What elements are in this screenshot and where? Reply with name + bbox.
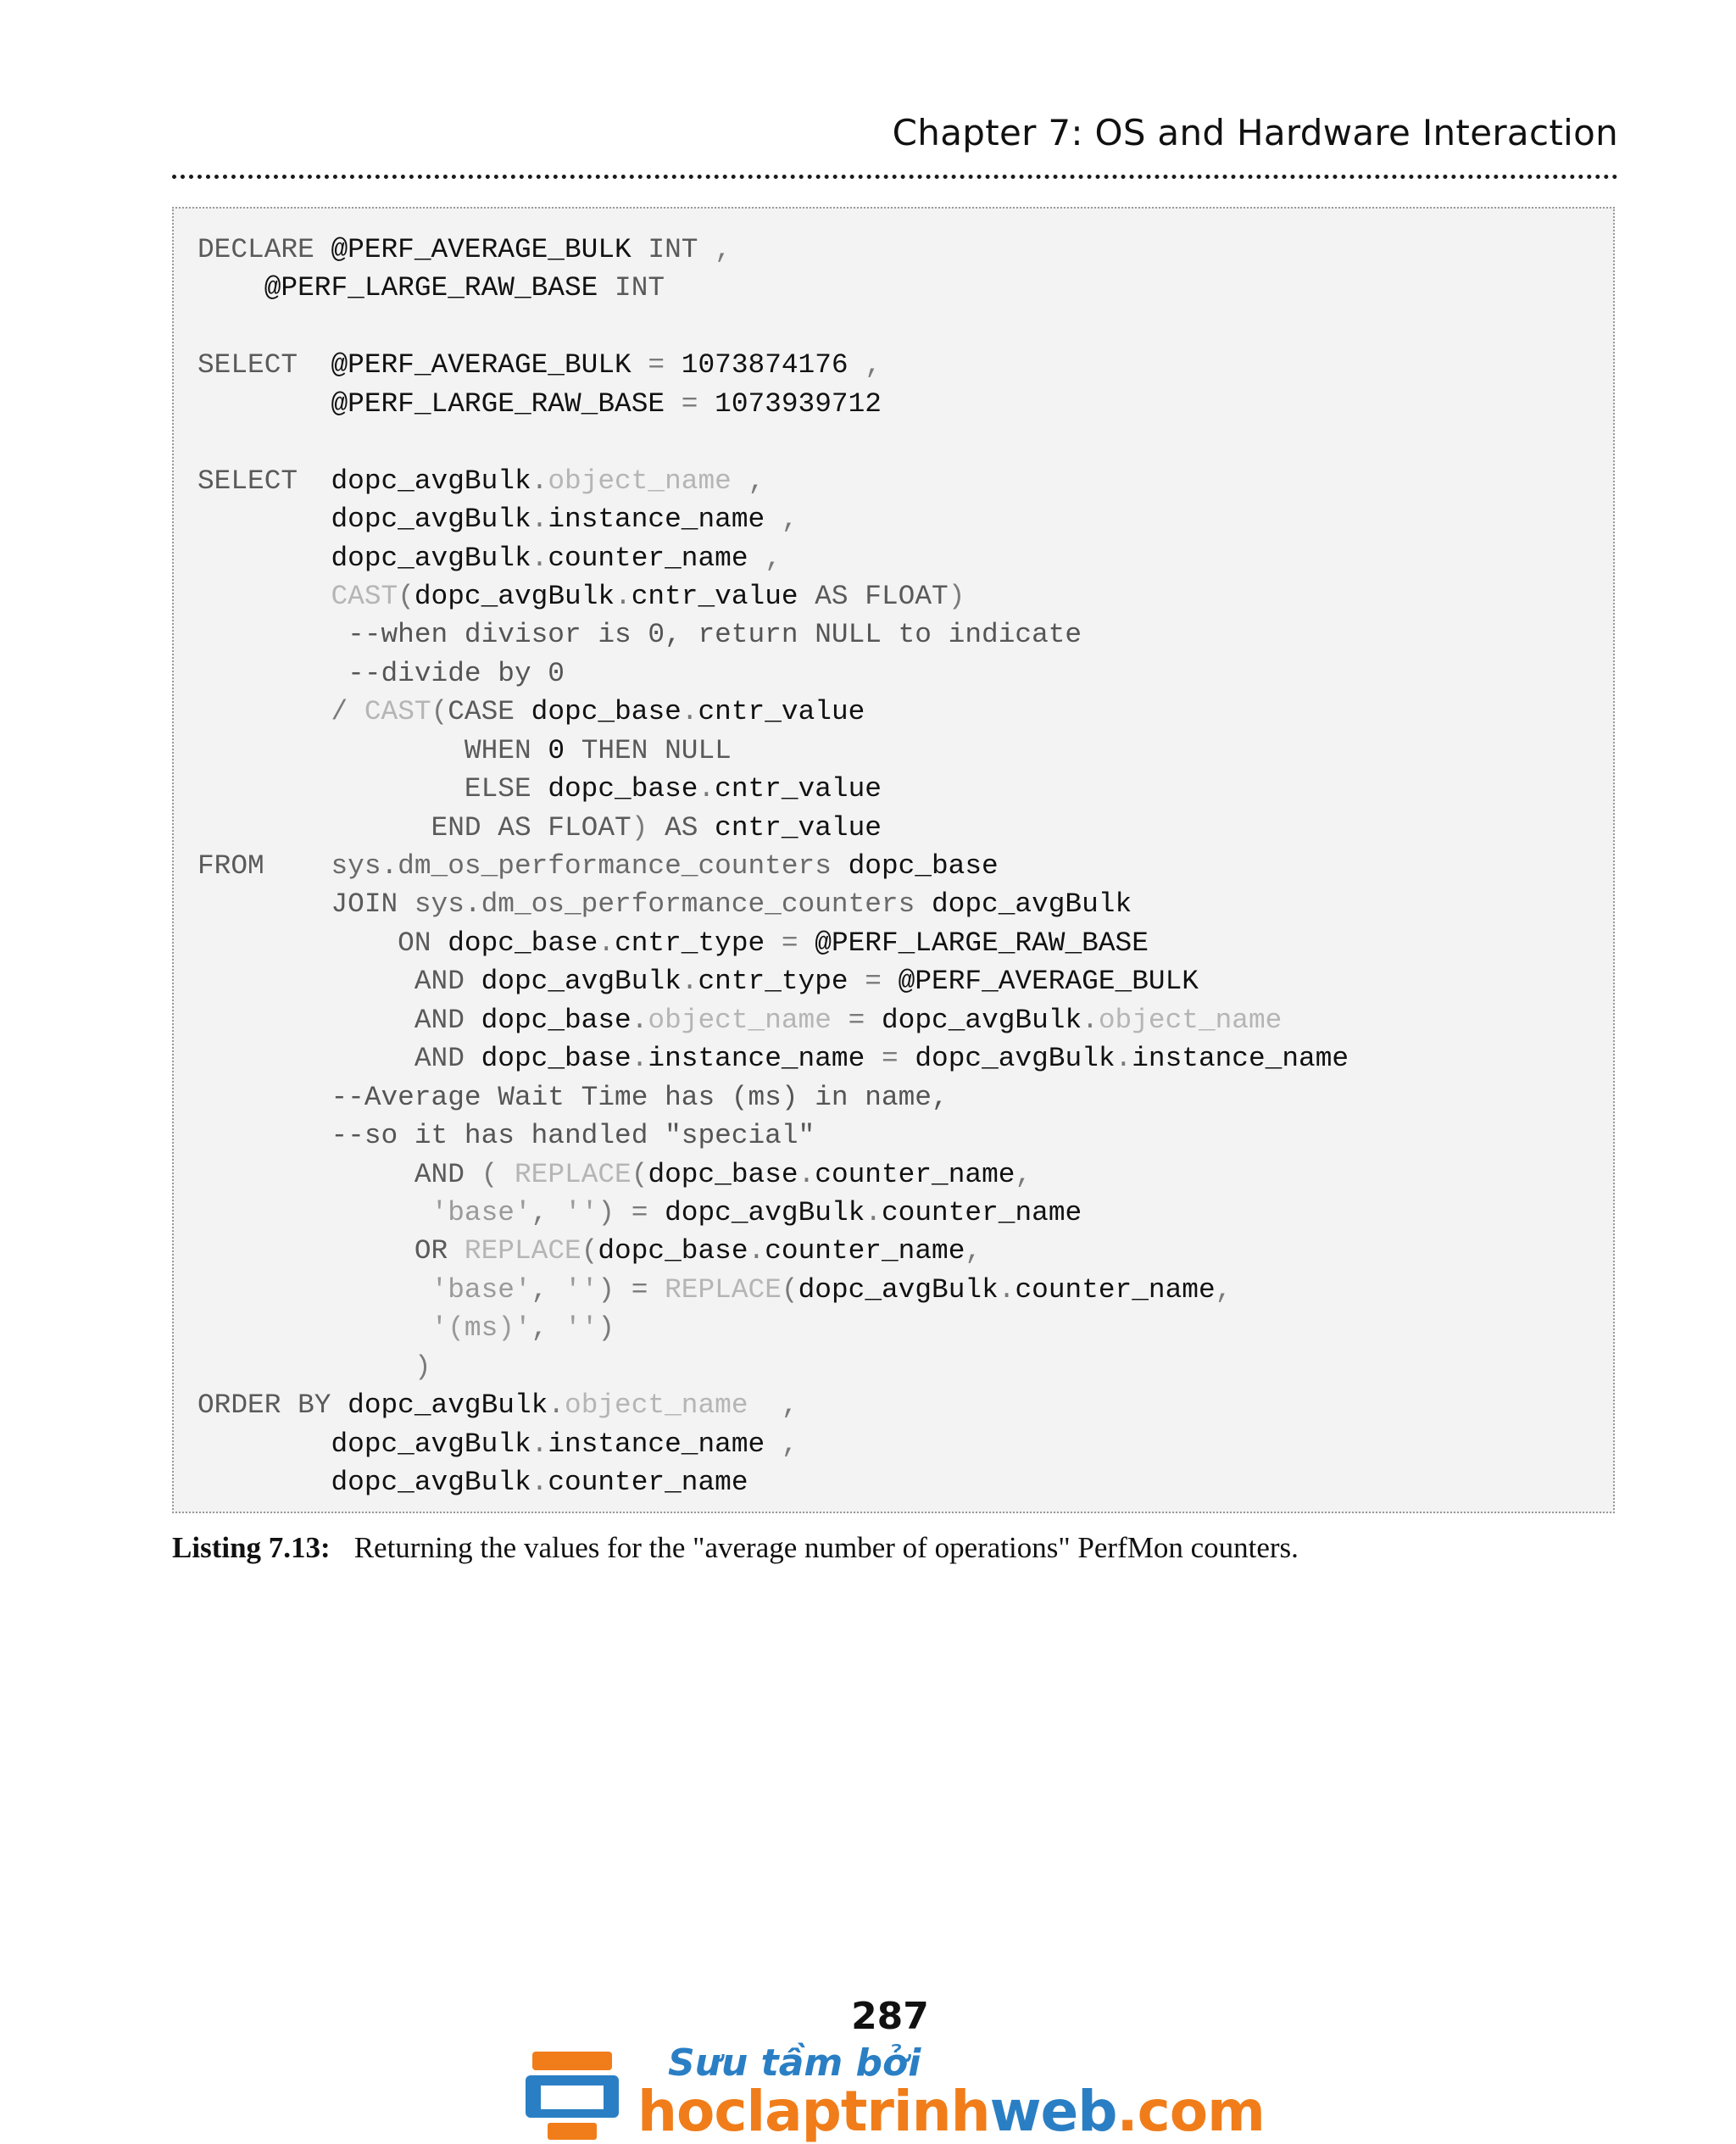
code-token: ) bbox=[948, 580, 965, 612]
code-token: ) = bbox=[598, 1273, 665, 1306]
code-line bbox=[198, 615, 1349, 654]
code-listing-box bbox=[172, 207, 1615, 1513]
code-token: = bbox=[648, 349, 682, 381]
code-token: ) = bbox=[598, 1196, 665, 1228]
code-token: , bbox=[531, 1312, 565, 1345]
code-token: , bbox=[748, 1389, 798, 1422]
code-token: counter_name bbox=[882, 1196, 1082, 1228]
code-token: OR bbox=[198, 1235, 465, 1267]
code-token: --when divisor is 0, return NULL to indicate bbox=[198, 619, 1082, 651]
code-token: INT bbox=[615, 272, 665, 304]
code-token: DECLARE bbox=[198, 234, 331, 265]
code-token: . bbox=[531, 465, 548, 497]
code-token: ON bbox=[198, 927, 448, 959]
code-line bbox=[198, 1425, 1349, 1463]
code-token: @PERF_AVERAGE_BULK bbox=[898, 966, 1199, 998]
code-token: , bbox=[731, 465, 765, 497]
code-token: AND bbox=[198, 1158, 481, 1190]
code-token: dopc_avgBulk bbox=[348, 1389, 548, 1422]
code-line bbox=[198, 1194, 1349, 1232]
code-token: , bbox=[531, 1273, 565, 1306]
code-line bbox=[198, 693, 1349, 731]
code-line bbox=[198, 732, 1349, 770]
code-token: . bbox=[681, 966, 698, 998]
code-token: dopc_avgBulk bbox=[198, 1467, 531, 1498]
code-line bbox=[198, 1117, 1349, 1155]
code-token: --Average Wait Time has (ms) in name, bbox=[198, 1081, 949, 1113]
code-token: dopc_avgBulk bbox=[331, 465, 531, 497]
code-token: = bbox=[781, 927, 815, 959]
code-token: cntr_value bbox=[715, 811, 882, 844]
code-token: REPLACE bbox=[665, 1273, 782, 1306]
code-line bbox=[198, 346, 1349, 384]
code-token: 1073874176 bbox=[681, 349, 849, 381]
code-line bbox=[198, 847, 1349, 885]
code-line bbox=[198, 770, 1349, 808]
header-divider bbox=[172, 175, 1618, 179]
watermark-site-part3: .com bbox=[1116, 2079, 1265, 2144]
watermark-site-part1: hoclaptrinh bbox=[637, 2079, 990, 2144]
code-token: SELECT bbox=[198, 349, 331, 381]
code-line bbox=[198, 885, 1349, 923]
code-token: '' bbox=[565, 1273, 598, 1306]
code-token: . bbox=[531, 1467, 548, 1498]
code-line bbox=[198, 809, 1349, 847]
code-token: AND bbox=[198, 966, 481, 998]
code-token: , bbox=[765, 1428, 798, 1460]
code-token: object_name bbox=[548, 465, 732, 497]
code-token: dopc_base bbox=[448, 927, 598, 959]
code-token: '(ms)' bbox=[198, 1312, 531, 1345]
code-token: @PERF_AVERAGE_BULK bbox=[331, 234, 648, 265]
code-token: counter_name bbox=[548, 1467, 748, 1498]
code-token: . bbox=[531, 504, 548, 536]
code-token: cntr_value bbox=[715, 773, 882, 805]
code-token: CAST bbox=[198, 580, 398, 612]
code-token: . bbox=[598, 927, 615, 959]
code-token: dopc_base bbox=[598, 1235, 748, 1267]
code-token: FROM bbox=[198, 850, 331, 882]
code-line bbox=[198, 1309, 1349, 1347]
code-token: dopc_base bbox=[531, 696, 682, 728]
code-token: . bbox=[548, 1389, 565, 1422]
code-token: AND bbox=[198, 1004, 481, 1036]
code-token: 0 bbox=[548, 734, 581, 766]
code-token: counter_name bbox=[765, 1235, 965, 1267]
code-token: . bbox=[798, 1158, 815, 1190]
code-token: sys.dm_os_performance_counters bbox=[414, 888, 932, 921]
code-token: dopc_avgBulk bbox=[198, 542, 531, 574]
code-line bbox=[198, 500, 1349, 538]
code-token: instance_name bbox=[548, 504, 765, 536]
code-token: instance_name bbox=[548, 1428, 765, 1460]
code-line bbox=[198, 1156, 1349, 1194]
code-token: @PERF_AVERAGE_BULK bbox=[331, 349, 648, 381]
code-token: , bbox=[848, 349, 882, 381]
code-line bbox=[198, 1348, 1349, 1386]
code-token: ) bbox=[631, 811, 665, 844]
caption-text: Returning the values for the "average number of operations" PerfMon counters. bbox=[353, 1531, 1299, 1564]
code-token: ORDER BY bbox=[198, 1389, 348, 1422]
code-line bbox=[198, 1078, 1349, 1117]
code-token: WHEN bbox=[198, 734, 548, 766]
code-token: dopc_avgBulk bbox=[198, 1428, 531, 1460]
code-listing bbox=[198, 231, 1349, 1501]
code-token: 'base' bbox=[198, 1273, 531, 1306]
code-token: cntr_value bbox=[698, 696, 865, 728]
watermark-site-part2: web bbox=[989, 2079, 1117, 2144]
code-token: dopc_avgBulk bbox=[198, 504, 531, 536]
code-token: ( bbox=[781, 1273, 798, 1306]
caption-label: Listing 7.13: bbox=[172, 1531, 331, 1564]
code-token: = bbox=[881, 1043, 915, 1075]
code-token: @PERF_LARGE_RAW_BASE bbox=[815, 927, 1149, 959]
code-token: dopc_avgBulk bbox=[915, 1043, 1116, 1075]
listing-caption bbox=[172, 1531, 1299, 1565]
code-token: --divide by 0 bbox=[198, 657, 565, 689]
code-token: . bbox=[631, 1043, 648, 1075]
code-line bbox=[198, 231, 1349, 269]
code-token: . bbox=[865, 1196, 882, 1228]
code-line bbox=[198, 962, 1349, 1000]
code-line bbox=[198, 1039, 1349, 1078]
watermark-site bbox=[637, 2079, 1265, 2144]
code-token: '' bbox=[565, 1196, 598, 1228]
code-line bbox=[198, 577, 1349, 615]
code-token: , bbox=[1015, 1158, 1032, 1190]
monitor-icon bbox=[526, 2050, 619, 2141]
code-token: REPLACE bbox=[514, 1158, 632, 1190]
code-token: @PERF_LARGE_RAW_BASE bbox=[198, 387, 682, 420]
code-token: '' bbox=[565, 1312, 598, 1345]
code-token: ELSE bbox=[198, 773, 548, 805]
code-token: dopc_base bbox=[481, 1004, 632, 1036]
code-token: 'base' bbox=[198, 1196, 531, 1228]
code-token: . bbox=[1115, 1043, 1132, 1075]
code-token: , bbox=[965, 1235, 982, 1267]
code-token: . bbox=[748, 1235, 765, 1267]
code-token: counter_name bbox=[815, 1158, 1015, 1190]
code-line bbox=[198, 385, 1349, 423]
code-token: dopc_base bbox=[548, 773, 698, 805]
code-token: SELECT bbox=[198, 465, 331, 497]
code-token: dopc_avgBulk bbox=[798, 1273, 999, 1306]
code-token: , bbox=[765, 504, 798, 536]
code-token: object_name bbox=[565, 1389, 748, 1422]
code-token: . bbox=[998, 1273, 1015, 1306]
code-token: dopc_avgBulk bbox=[414, 580, 615, 612]
chapter-header: Chapter 7: OS and Hardware Interaction bbox=[892, 112, 1618, 153]
code-token: ( bbox=[398, 580, 415, 612]
code-token: counter_name bbox=[1015, 1273, 1216, 1306]
code-token: = bbox=[681, 387, 715, 420]
page-number: 287 bbox=[851, 1995, 929, 2038]
code-token: . bbox=[631, 1004, 648, 1036]
code-token: ( bbox=[481, 1158, 515, 1190]
code-line bbox=[198, 423, 1349, 461]
code-token: CAST bbox=[364, 696, 431, 728]
code-token: AS bbox=[665, 811, 715, 844]
code-token: object_name bbox=[648, 1004, 849, 1036]
code-line bbox=[198, 1386, 1349, 1424]
code-token: END AS FLOAT bbox=[198, 811, 632, 844]
code-line bbox=[198, 462, 1349, 500]
code-token: THEN NULL bbox=[581, 734, 732, 766]
code-token: instance_name bbox=[1132, 1043, 1349, 1075]
code-token: dopc_base bbox=[648, 1158, 798, 1190]
code-token: dopc_avgBulk bbox=[881, 1004, 1082, 1036]
code-token: . bbox=[531, 542, 548, 574]
code-token: ( bbox=[431, 696, 448, 728]
code-token: . bbox=[1082, 1004, 1099, 1036]
code-token: counter_name bbox=[548, 542, 748, 574]
code-token: cntr_type bbox=[615, 927, 782, 959]
code-token: ) bbox=[198, 1350, 431, 1383]
code-token: ) bbox=[598, 1312, 615, 1345]
code-token: . bbox=[531, 1428, 548, 1460]
code-token: instance_name bbox=[648, 1043, 882, 1075]
code-token: , bbox=[748, 542, 782, 574]
code-line bbox=[198, 269, 1349, 307]
code-token: . bbox=[615, 580, 632, 612]
code-token: cntr_value bbox=[631, 580, 815, 612]
code-token: dopc_avgBulk bbox=[931, 888, 1132, 921]
code-token: ( bbox=[631, 1158, 648, 1190]
code-line bbox=[198, 1271, 1349, 1309]
code-token: sys.dm_os_performance_counters bbox=[331, 850, 849, 882]
code-token: object_name bbox=[1098, 1004, 1283, 1036]
code-token: ( bbox=[581, 1235, 598, 1267]
code-token: , bbox=[1215, 1273, 1232, 1306]
code-token: . bbox=[698, 773, 715, 805]
code-token: = bbox=[848, 1004, 882, 1036]
code-token: 1073939712 bbox=[715, 387, 882, 420]
code-token: @PERF_LARGE_RAW_BASE bbox=[198, 272, 615, 304]
code-line bbox=[198, 308, 1349, 346]
code-line bbox=[198, 539, 1349, 577]
code-token: INT bbox=[648, 234, 698, 265]
code-token: --so it has handled "special" bbox=[198, 1120, 815, 1152]
code-token: dopc_avgBulk bbox=[481, 966, 682, 998]
code-token: CASE bbox=[448, 696, 531, 728]
code-token: , bbox=[698, 234, 732, 265]
code-token: . bbox=[681, 696, 698, 728]
code-token: dopc_avgBulk bbox=[665, 1196, 865, 1228]
code-token: AS FLOAT bbox=[815, 580, 949, 612]
code-token: AND bbox=[198, 1043, 481, 1075]
code-token: dopc_base bbox=[481, 1043, 632, 1075]
code-line bbox=[198, 1463, 1349, 1501]
code-line bbox=[198, 924, 1349, 962]
code-line bbox=[198, 654, 1349, 693]
code-line bbox=[198, 1232, 1349, 1270]
watermark-logo bbox=[526, 2041, 1265, 2144]
code-line bbox=[198, 1001, 1349, 1039]
code-token: dopc_base bbox=[848, 850, 999, 882]
watermark-tagline: Sưu tầm bởi bbox=[668, 2041, 921, 2085]
code-token: = bbox=[865, 966, 899, 998]
code-token: JOIN bbox=[198, 888, 415, 921]
code-token: REPLACE bbox=[464, 1235, 581, 1267]
code-token: , bbox=[531, 1196, 565, 1228]
code-token: cntr_type bbox=[698, 966, 865, 998]
code-token: / bbox=[198, 696, 364, 728]
